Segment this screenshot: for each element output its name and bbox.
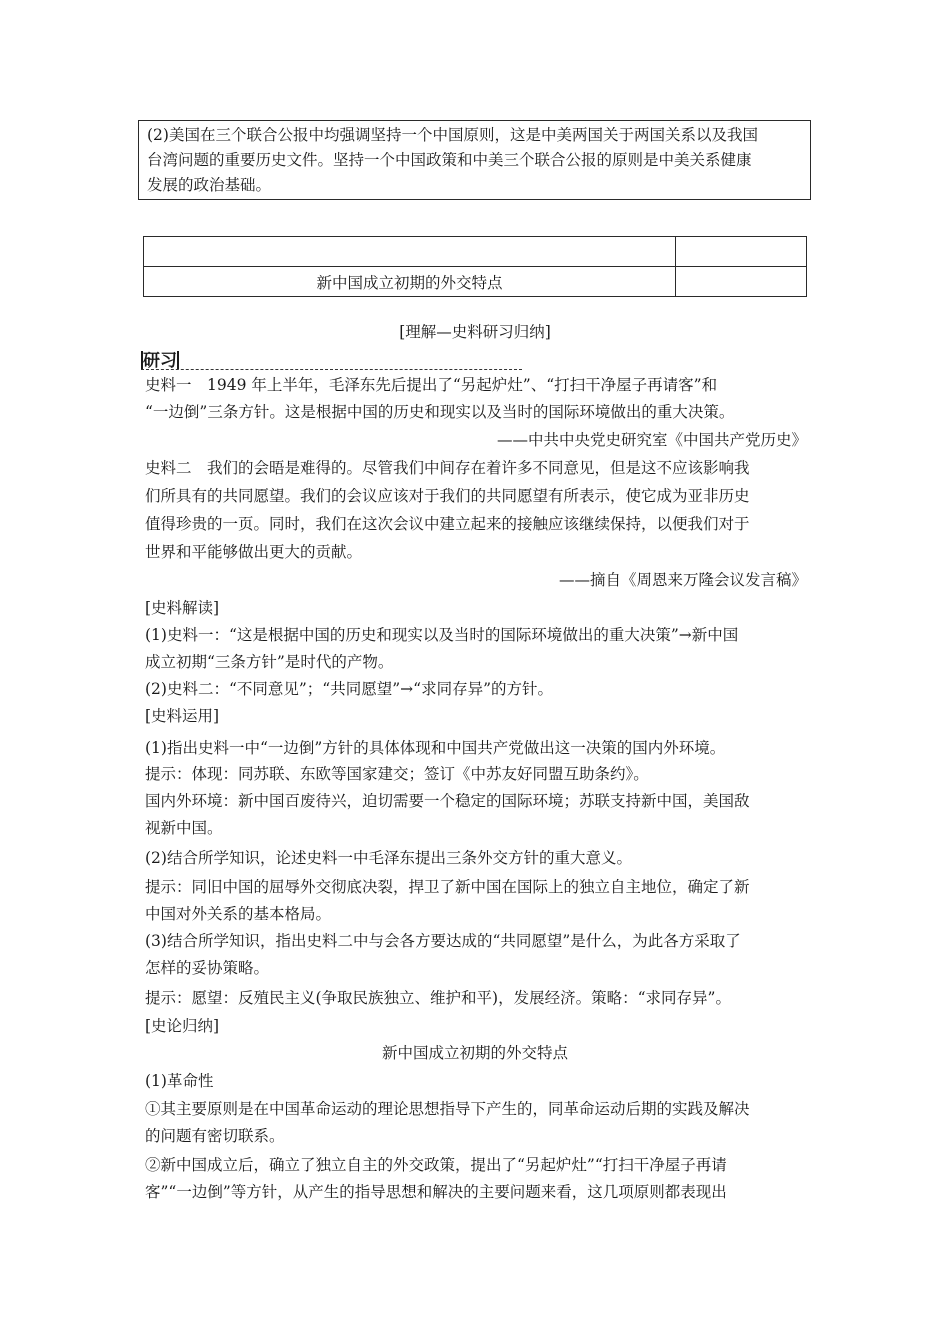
top-note-line: 台湾问题的重要历史文件。坚持一个中国政策和中美三个联合公报的原则是中美关系健康 — [147, 151, 752, 169]
top-note-line: 发展的政治基础。 — [147, 176, 272, 194]
topic-table — [143, 236, 807, 297]
top-note-line: (2)美国在三个联合公报中均强调坚持一个中国原则，这是中美两国关于两国关系以及我国 — [147, 126, 758, 144]
section-heading: [理解—史料研习归纳] — [399, 323, 551, 341]
source2-line: 们所具有的共同愿望。我们的会议应该对于我们的共同愿望有所表示，使它成为亚非历史 — [145, 487, 750, 505]
topic-table-title: 新中国成立初期的外交特点 — [144, 267, 676, 297]
topic-table-cell — [676, 267, 807, 297]
application-line: (2)结合所学知识，论述史料一中毛泽东提出三条外交方针的重大意义。 — [145, 849, 632, 867]
interpretation-line: (2)史料二：“不同意见”；“共同愿望”→“求同存异”的方针。 — [145, 680, 553, 698]
conclusion-line: 客”“一边倒”等方针，从产生的指导思想和解决的主要问题来看，这几项原则都表现出 — [145, 1183, 727, 1201]
application-line: (1)指出史料一中“一边倒”方针的具体体现和中国共产党做出这一决策的国内外环境。 — [145, 739, 726, 757]
application-line: 国内外环境：新中国百废待兴，迫切需要一个稳定的国际环境；苏联支持新中国，美国敌 — [145, 792, 750, 810]
application-line: 怎样的妥协策略。 — [145, 959, 270, 977]
application-line: 提示：体现：同苏联、东欧等国家建交；签订《中苏友好同盟互助条约》。 — [145, 765, 649, 783]
application-line: 中国对外关系的基本格局。 — [145, 905, 332, 923]
application-line: 提示：愿望：反殖民主义(争取民族独立、维护和平)，发展经济。策略：“求同存异”。 — [145, 989, 731, 1007]
conclusion-heading: 新中国成立初期的外交特点 — [381, 1044, 568, 1062]
source1-line: 史料一 1949 年上半年，毛泽东先后提出了“另起炉灶”、“打扫干净屋子再请客”和 — [145, 376, 718, 394]
conclusion-line: (1)革命性 — [145, 1072, 214, 1090]
source2-attribution: ——摘自《周恩来万隆会议发言稿》 — [558, 571, 807, 589]
application-title: [史料运用] — [145, 707, 220, 725]
topic-table-cell — [676, 237, 807, 267]
conclusion-line: ①其主要原则是在中国革命运动的理论思想指导下产生的，同革命运动后期的实践及解决 — [145, 1100, 750, 1118]
interpretation-line: (1)史料一：“这是根据中国的历史和现实以及当时的国际环境做出的重大决策”→新中国 — [145, 626, 739, 644]
conclusion-title: [史论归纳] — [145, 1017, 220, 1035]
source2-line: 世界和平能够做出更大的贡献。 — [145, 543, 363, 561]
application-line: 视新中国。 — [145, 819, 223, 837]
interpretation-title: [史料解读] — [145, 599, 220, 617]
application-line: (3)结合所学知识，指出史料二中与会各方要达成的“共同愿望”是什么，为此各方采取了 — [145, 932, 741, 950]
source1-line: “一边倒”三条方针。这是根据中国的历史和现实以及当时的国际环境做出的重大决策。 — [145, 403, 735, 421]
source1-attribution: ——中共中央党史研究室《中国共产党历史》 — [496, 431, 807, 449]
study-tag-label: 研习 — [143, 351, 177, 371]
conclusion-line: 的问题有密切联系。 — [145, 1127, 285, 1145]
topic-table-cell — [144, 237, 676, 267]
conclusion-line: ②新中国成立后，确立了独立自主的外交政策，提出了“另起炉灶”“打扫干净屋子再请 — [145, 1156, 727, 1174]
application-line: 提示：同旧中国的屈辱外交彻底决裂，捍卫了新中国在国际上的独立自主地位，确定了新 — [145, 878, 750, 896]
study-tag — [141, 346, 179, 371]
interpretation-line: 成立初期“三条方针”是时代的产物。 — [145, 653, 394, 671]
top-note-box — [138, 120, 811, 200]
dashed-divider — [141, 369, 522, 370]
source2-line: 值得珍贵的一页。同时，我们在这次会议中建立起来的接触应该继续保持，以便我们对于 — [145, 515, 750, 533]
source2-line: 史料二 我们的会晤是难得的。尽管我们中间存在着许多不同意见，但是这不应该影响我 — [145, 459, 750, 477]
